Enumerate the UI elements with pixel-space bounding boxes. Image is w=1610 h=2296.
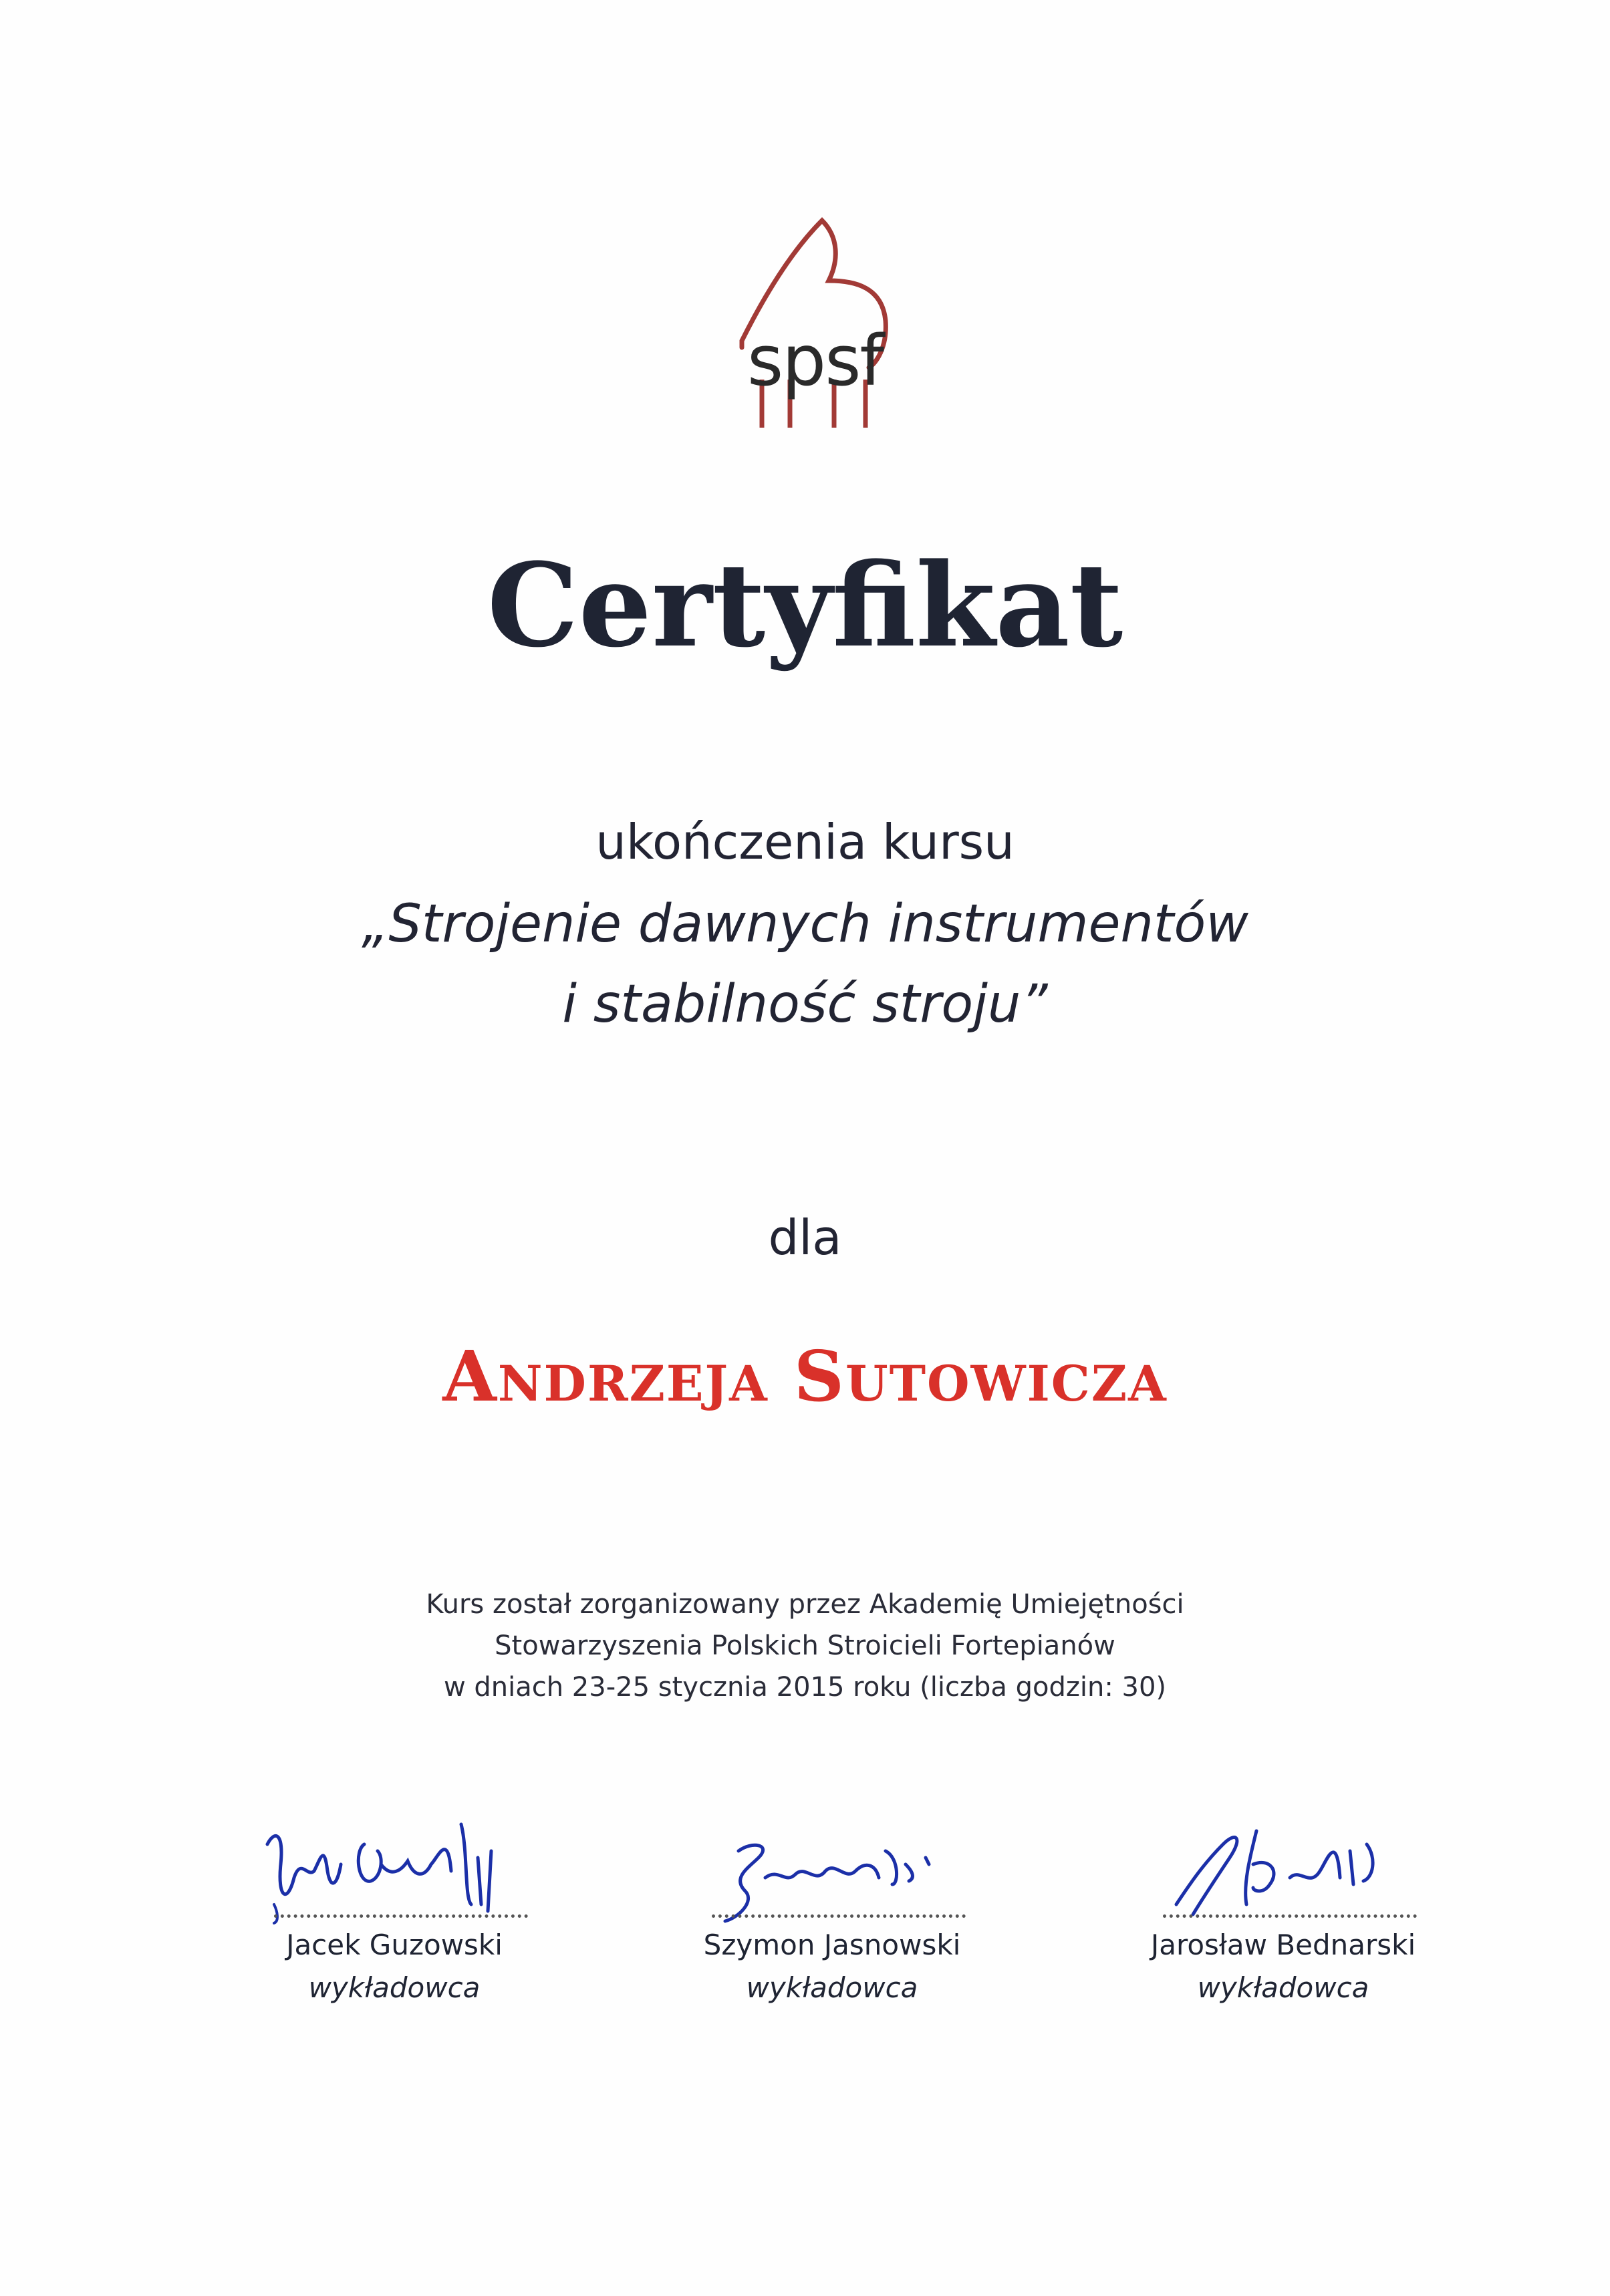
logo-text: spsf [747,320,883,402]
signatory-name-3: Jarosław Bednarski [1150,1928,1416,1961]
handwritten-signature-2 [685,1804,979,1924]
organizer-note-line-3: w dniach 23-25 stycznia 2015 roku (liczba godzin: 30) [443,1672,1167,1703]
signature-line-2 [712,1914,966,1918]
organizer-note-line-1: Kurs został zorganizowany przez Akademię Umiejętności [426,1589,1184,1620]
course-name-line-1: „Strojenie dawnych instrumentów [362,894,1248,954]
certificate-title: Certyfikat [487,537,1123,673]
signatory-role-1: wykładowca [308,1971,481,2004]
signatory-role-3: wykładowca [1197,1971,1369,2004]
signature-line-3 [1163,1914,1417,1918]
signatory-role-2: wykładowca [746,1971,918,2004]
course-completion-label: ukończenia kursu [595,814,1015,870]
organizer-note-line-2: Stowarzyszenia Polskich Stroicieli Fortepianów [495,1630,1115,1661]
for-label: dla [768,1209,842,1266]
handwritten-signature-3 [1136,1804,1430,1924]
signatory-name-2: Szymon Jasnowski [703,1928,961,1961]
recipient-name: Andrzeja Sutowicza [442,1335,1168,1417]
course-name-line-2: i stabilność stroju” [562,974,1048,1034]
handwritten-signature-1 [247,1804,541,1924]
signature-line-1 [274,1914,528,1918]
signature-block-3 [1136,1804,1430,2018]
signature-block-1 [247,1804,541,2018]
signatory-name-1: Jacek Guzowski [286,1928,503,1961]
signature-block-2 [685,1804,979,2018]
